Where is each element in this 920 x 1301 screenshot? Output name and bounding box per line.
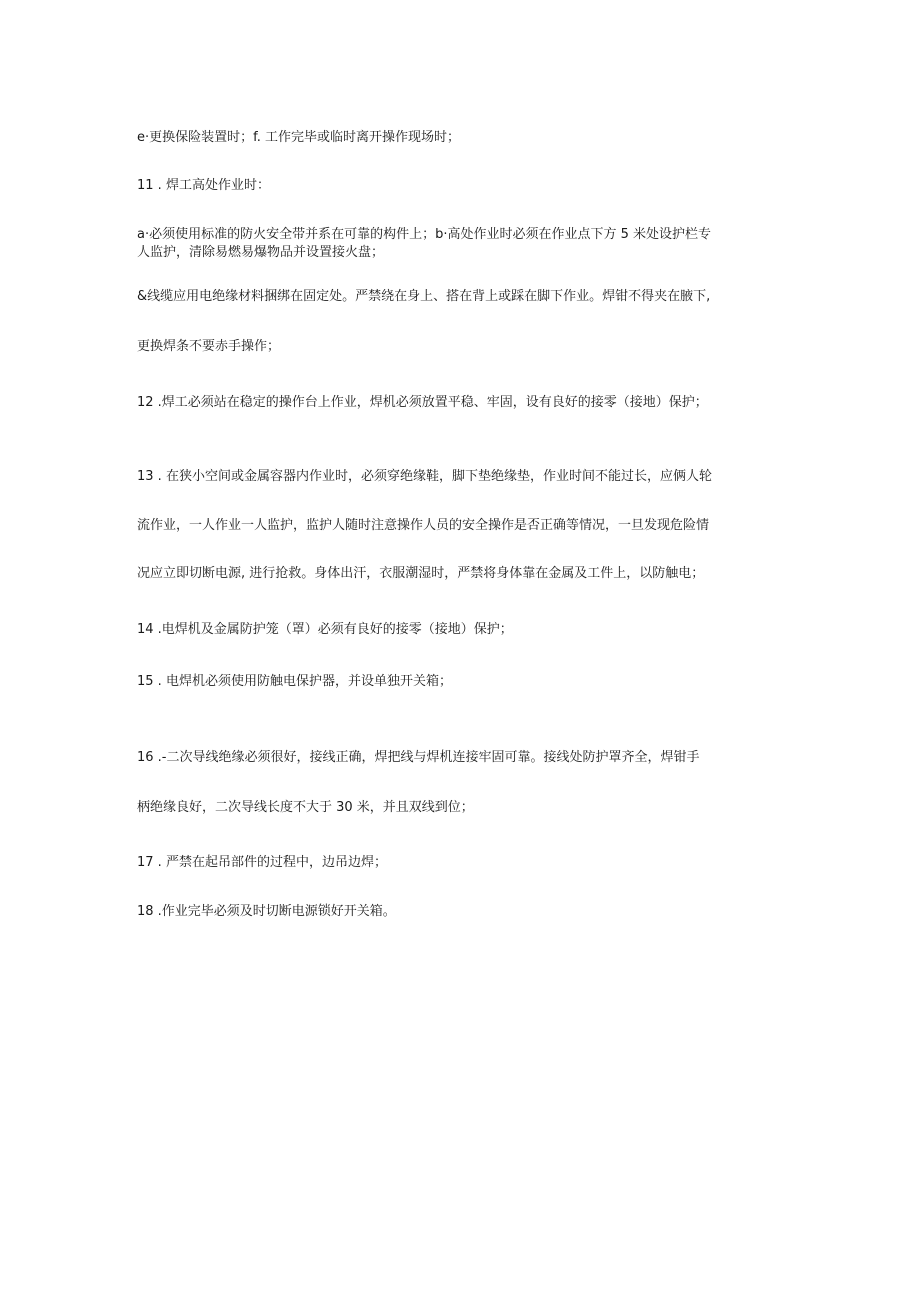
text-line-15: 17 . 严禁在起吊部件的过程中，边吊边焊； bbox=[137, 855, 387, 870]
text-line-7: 12 .焊工必须站在稳定的操作台上作业，焊机必须放置平稳、牢固，设有良好的接零（接地）保护； bbox=[137, 395, 708, 410]
text-line-10: 况应立即切断电源, 进行抢救。身体出汗，衣服潮湿时，严禁将身体靠在金属及工件上，以防触电； bbox=[137, 566, 705, 581]
text-line-14: 柄绝缘良好，二次导线长度不大于 30 米，并且双线到位； bbox=[137, 800, 474, 815]
text-line-5: &线缆应用电绝缘材料捆绑在固定处。严禁绕在身上、搭在背上或踩在脚下作业。焊钳不得夹在腋下, bbox=[137, 289, 711, 304]
text-line-4: 人监护，清除易燃易爆物品并设置接火盘； bbox=[137, 245, 385, 260]
text-line-8: 13 . 在狭小空间或金属容器内作业时，必须穿绝缘鞋，脚下垫绝缘垫，作业时间不能过长，应俩人轮 bbox=[137, 469, 712, 484]
text-line-11: 14 .电焊机及金属防护笼（罩）必须有良好的接零（接地）保护； bbox=[137, 622, 513, 637]
text-line-9: 流作业，一人作业一人监护，监护人随时注意操作人员的安全操作是否正确等情况，一旦发现危险情 bbox=[137, 518, 710, 533]
text-line-13: 16 .-二次导线绝缘必须很好，接线正确，焊把线与焊机连接牢固可靠。接线处防护罩齐全，焊钳手 bbox=[137, 750, 700, 765]
text-line-6: 更换焊条不要赤手操作； bbox=[137, 339, 281, 354]
text-line-16: 18 .作业完毕必须及时切断电源锁好开关箱。 bbox=[137, 904, 396, 919]
text-line-12: 15 . 电焊机必须使用防触电保护器，并设单独开关箱； bbox=[137, 674, 452, 689]
text-line-3: a·必须使用标准的防火安全带并系在可靠的构件上；b·高处作业时必须在作业点下方 5 米处设护栏专 bbox=[137, 227, 712, 242]
text-line-1: e·更换保险装置时；f. 工作完毕或临时离开操作现场时； bbox=[137, 130, 461, 145]
text-line-2: 11 . 焊工高处作业时： bbox=[137, 178, 270, 193]
